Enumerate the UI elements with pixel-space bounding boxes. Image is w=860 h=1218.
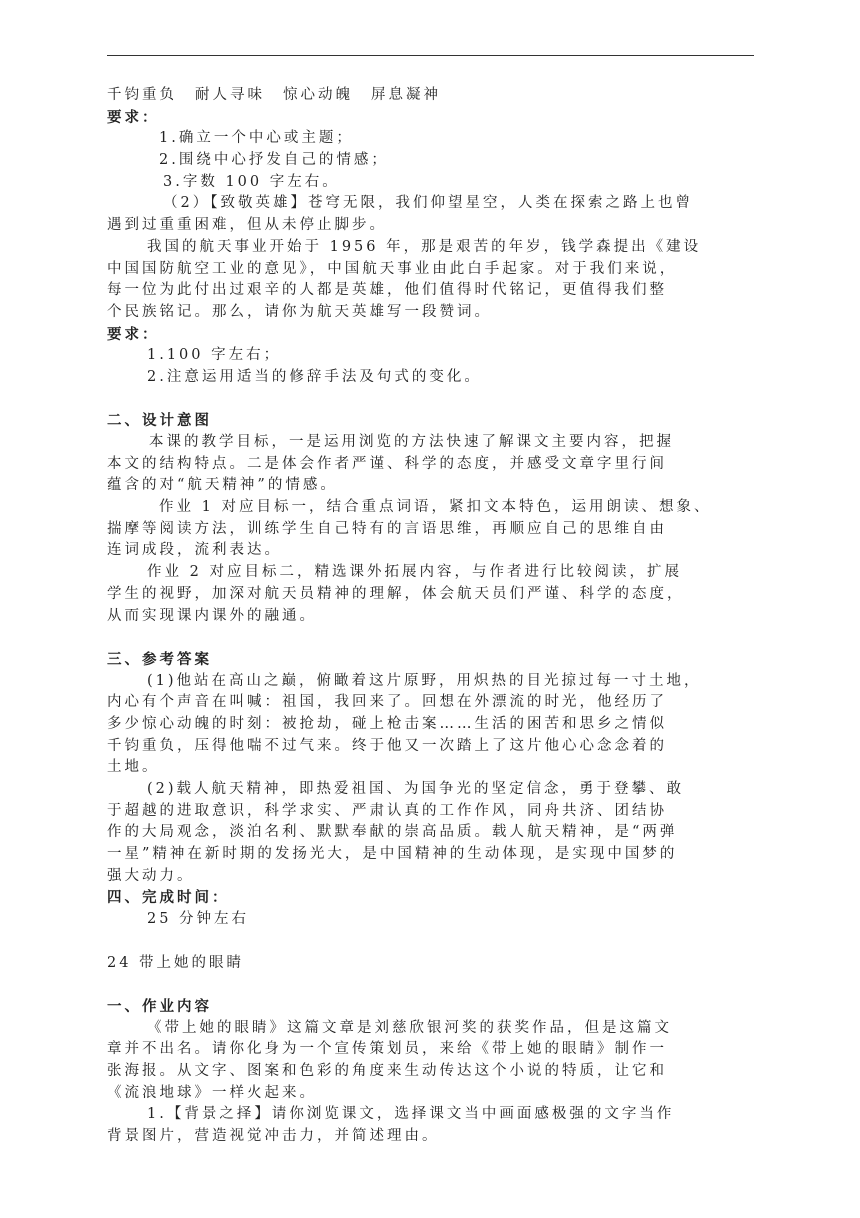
paragraph-line: 中国国防航空工业的意见》，中国航天事业由此白手起家。对于我们来说，: [107, 260, 678, 277]
paragraph-line: 我国的航天事业开始于 1956 年，那是艰苦的年岁，钱学森提出《建设: [147, 238, 702, 255]
paragraph-line: 本课的教学目标，一是运用浏览的方法快速了解课文主要内容，把握: [149, 434, 674, 450]
paragraph-line: 背景图片，营造视觉冲击力，并简述理由。: [107, 1128, 440, 1144]
paragraph-line: 1.【背景之择】请你浏览课文，选择课文当中画面感极强的文字当作: [147, 1106, 675, 1123]
requirements-label: 要求：: [107, 108, 160, 126]
section-title: 一、作业内容: [107, 997, 212, 1015]
paragraph-line: 遇到过重重困难，但从未停止脚步。: [107, 217, 387, 234]
paragraph-line: 强大动力。: [107, 867, 195, 884]
paragraph-line: 每一位为此付出过艰辛的人都是英雄，他们值得时代铭记，更值得我们整: [107, 282, 667, 299]
paragraph-line: （2）【致敬英雄】苍穹无限，我们仰望星空，人类在探索之路上也曾: [163, 195, 693, 212]
word: 耐人寻味: [195, 87, 265, 103]
paragraph-line: 多少惊心动魄的时刻：被抢劫，碰上枪击案……生活的困苦和思乡之情似: [107, 715, 667, 732]
requirement-item: 3.字数 100 字左右。: [163, 173, 340, 190]
lesson-title: 24 带上她的眼睛: [107, 954, 245, 971]
paragraph-line: 土地。: [107, 759, 160, 776]
requirement-item: 1.100 字左右；: [147, 347, 282, 364]
paragraph-line: 从而实现课内课外的融通。: [107, 607, 317, 624]
requirements-label: 要求：: [107, 325, 160, 343]
paragraph-line: 张海报。从文字、图案和色彩的角度来生动传达这个小说的特质，让它和: [107, 1062, 667, 1079]
paragraph-line: 本文的结构特点。二是体会作者严谨、科学的态度，并感受文章字里行间: [107, 455, 667, 472]
document-page: [107, 85, 754, 1148]
paragraph-line: 章并不出名。请你化身为一个宣传策划员，来给《带上她的眼睛》制作一: [107, 1041, 667, 1058]
header-rule: [107, 55, 754, 56]
paragraph-line: 千钧重负，压得他喘不过气来。终于他又一次踏上了这片他心心念念着的: [107, 737, 667, 754]
word: 惊心动魄: [283, 87, 353, 103]
paragraph-line: 于超越的进取意识，科学求实、严肃认真的工作作风，同舟共济、团结协: [107, 802, 667, 819]
word: 千钧重负: [107, 87, 177, 103]
paragraph-line: 作的大局观念，淡泊名利、默默奉献的崇高品质。载人航天精神，是“两弹: [107, 824, 678, 841]
word: 屏息凝神: [371, 87, 441, 103]
paragraph-line: 揣摩等阅读方法，训练学生自己特有的言语思维，再顺应自己的思维自由: [107, 520, 667, 537]
requirement-item: 2.围绕中心抒发自己的情感；: [159, 152, 389, 169]
paragraph-line: 《带上她的眼睛》这篇文章是刘慈欣银河奖的获奖作品，但是这篇文: [147, 1019, 672, 1036]
paragraph-line: 一星”精神在新时期的发扬光大，是中国精神的生动体现，是实现中国梦的: [107, 846, 678, 863]
paragraph-line: 作业 2 对应目标二，精选课外拓展内容，与作者进行比较阅读，扩展: [147, 564, 682, 581]
paragraph-line: 《流浪地球》一样火起来。: [107, 1084, 317, 1101]
paragraph-line: 连词成段，流利表达。: [107, 542, 282, 559]
requirement-item: 1.确立一个中心或主题；: [159, 130, 354, 147]
paragraph-line: 个民族铭记。那么，请你为航天英雄写一段赞词。: [107, 303, 492, 320]
paragraph-line: 作业 1 对应目标一，结合重点词语，紧扣文本特色，运用朗读、想象、: [159, 499, 712, 516]
paragraph-line: 学生的视野，加深对航天员精神的理解，体会航天员们严谨、科学的态度，: [107, 585, 685, 602]
paragraph-line: (2)载人航天精神，即热爱祖国、为国争光的坚定信念，勇于登攀、敢: [147, 781, 685, 797]
section-title: 四、完成时间：: [107, 889, 230, 907]
word-list: [107, 85, 754, 107]
section-title: 二、设计意图: [107, 412, 212, 430]
paragraph-line: 蕴含的对“航天精神”的情感。: [107, 477, 338, 494]
paragraph-line: 内心有个声音在叫喊：祖国，我回来了。回想在外漂流的时光，他经历了: [107, 694, 667, 711]
paragraph-line: (1)他站在高山之巅，俯瞰着这片原野，用炽热的目光掠过每一寸土地，: [147, 672, 702, 689]
completion-time: 25 分钟左右: [147, 911, 250, 928]
section-title: 三、参考答案: [107, 650, 212, 668]
requirement-item: 2.注意运用适当的修辞手法及句式的变化。: [147, 368, 482, 385]
